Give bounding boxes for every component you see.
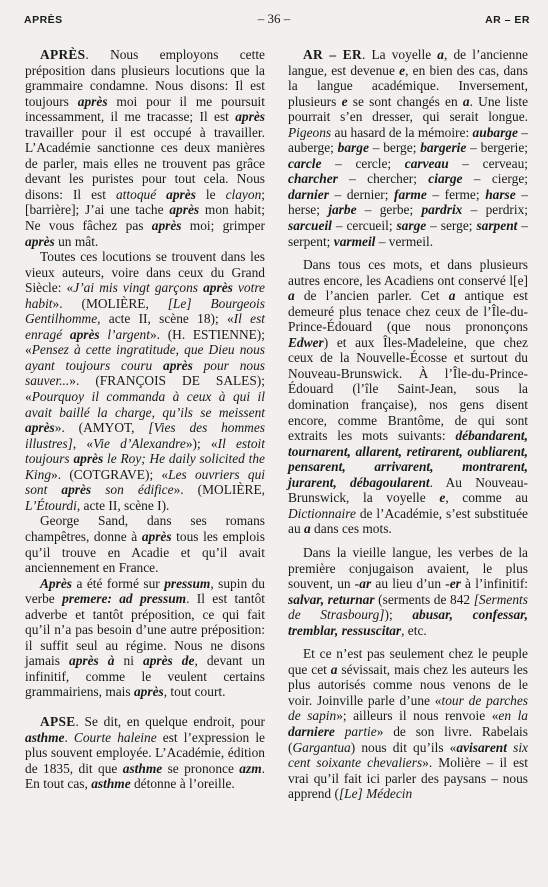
body-text: – cercueil;: [331, 218, 397, 234]
body-text: – chercher;: [337, 171, 429, 187]
body-text: – serpent;: [288, 218, 528, 249]
body-text: [156, 187, 166, 202]
body-text: ) et aux Îles-Madeleine, que chez ceux de la Nouvelle-Écosse et surtout du Nouveau-Brunswick. À l’Île-du-Prince-Édouard (l’île Saint-Jean, sous la domination française), nos gens disent encore, comme Brantôme, de qui sont extraits les mots suivants:: [288, 334, 528, 444]
left-column: [25, 47, 265, 792]
italic-text: votre habit: [25, 280, 265, 311]
body-text: – ferme;: [426, 186, 486, 202]
emphasized-term: a: [437, 47, 444, 62]
emphasized-term: e: [439, 490, 446, 506]
body-text: ». Molière – il est vrai qu’il fait ici parler des paysans – nous apprend (: [288, 755, 528, 802]
body-text: se sont changés en: [347, 93, 463, 109]
italic-text: son édifice: [91, 482, 174, 498]
emphasized-term: a: [448, 288, 456, 304]
italic-text: Il estoit toujours: [25, 435, 265, 467]
italic-text: Vie d’Alexandre: [93, 435, 186, 451]
emphasized-term: après: [235, 109, 265, 125]
body-text: moi pour il me poursuit incessamment, il me tracasse; Il est: [25, 93, 265, 125]
italic-text: Dictionnaire: [288, 505, 356, 521]
emphasized-term: après: [169, 202, 200, 218]
emphasized-term: premere: ad pressum: [62, 591, 187, 607]
body-text: , acte II, scène I).: [76, 497, 170, 513]
italic-text: Il est enragé: [25, 311, 265, 342]
italic-text: J’ai mis vingt garçons: [73, 280, 204, 296]
emphasized-term: Après: [40, 575, 72, 591]
body-text: antique est demeuré plus tenace chez ceux de l’Île-du-Prince-Édouard (que nous prononçons: [288, 288, 528, 335]
emphasized-term: darniere: [288, 723, 335, 739]
emphasized-term: -er: [445, 576, 461, 592]
emphasized-term: après: [166, 186, 196, 202]
italic-text: Courte haleine: [73, 729, 157, 745]
emphasized-term: farme: [394, 186, 427, 202]
emphasized-term: après: [151, 218, 182, 234]
body-text: sévissait, mais chez les auteurs les plus autorisés comme nous venons de le voir. Joinville parle d’une «: [288, 661, 529, 708]
emphasized-term: après: [73, 451, 104, 467]
body-text: Toutes ces locutions se trouvent dans les vieux auteurs, voire dans ceux du Grand Siècle: «: [25, 249, 265, 296]
italic-text: [Vies des hommes illustres]: [25, 420, 265, 451]
paragraph-acadiens: [288, 257, 528, 537]
body-text: au lieu d’un: [371, 576, 446, 592]
body-text: . Se dit, en quelque endroit, pour: [75, 713, 265, 729]
body-text: Dans tous ces mots, et dans plusieurs autres encore, les Acadiens ont conservé l[e]: [288, 257, 528, 288]
body-text: moi; grimper: [181, 218, 265, 234]
body-text: – cercle;: [321, 155, 405, 171]
italic-text: Gargantua: [292, 739, 351, 755]
italic-text: Les ouvriers qui sont: [25, 466, 265, 498]
body-text: ». (COTGRAVE); «: [51, 466, 169, 482]
entry-headword: AR – ER: [303, 47, 362, 62]
italic-text: [Serments de Strasbourg]: [288, 591, 528, 623]
paragraph-vieille-langue: [288, 545, 528, 638]
entry-ar-er: [288, 47, 528, 249]
emphasized-term: après: [61, 482, 92, 498]
italic-text: [Le] Médecin: [338, 786, 413, 802]
italic-text: l’argent: [99, 326, 150, 342]
body-text: » de son livre. Rabelais (: [288, 723, 528, 755]
body-text: le: [195, 186, 226, 202]
page-header: [0, 0, 548, 40]
body-text: ». (MOLIÈRE,: [173, 482, 265, 498]
emphasized-term: après à: [69, 653, 115, 669]
page-number: – 36 –: [257, 11, 291, 26]
paragraph-peuple: [288, 646, 528, 801]
italic-text: six cent soixante chevaliers: [288, 739, 528, 771]
entry-headword: APSE: [40, 713, 76, 729]
emphasized-term: Edwer: [288, 334, 324, 350]
body-text: – serge;: [426, 218, 477, 234]
body-text: . En tout cas,: [25, 760, 265, 792]
body-text: – perdrix;: [462, 202, 528, 218]
emphasized-term: ciarge: [428, 171, 463, 187]
body-text: Et ce n’est pas seulement chez le peuple que cet: [288, 646, 528, 677]
body-text: un mât.: [54, 233, 99, 249]
running-head-right: AR – ER: [485, 14, 530, 26]
entry-headword: APRÈS: [40, 47, 86, 62]
right-column: [288, 47, 528, 802]
body-text: ». (FRANÇOIS DE SALES); «: [25, 373, 265, 405]
body-text: (serments de 842: [374, 591, 474, 607]
emphasized-term: sarcueil: [288, 218, 332, 234]
emphasized-term: après: [141, 528, 172, 544]
emphasized-term: a: [462, 93, 470, 109]
body-text: , acte II, scène 18); «: [97, 311, 234, 327]
body-text: de l’Académie, s’est substituée au: [288, 505, 528, 537]
emphasized-term: a: [304, 521, 311, 537]
emphasized-term: varmeil: [333, 233, 376, 249]
body-text: – vermeil.: [375, 233, 434, 249]
body-text: , supin du verbe: [25, 575, 265, 607]
emphasized-term: -ar: [354, 576, 372, 592]
body-text: . La voyelle: [362, 47, 438, 62]
body-text: – cierge;: [462, 171, 528, 187]
italic-text: le Roy; He daily solicited the King: [25, 451, 265, 482]
italic-text: en la: [498, 708, 528, 724]
body-text: détonne à l’oreille.: [130, 776, 235, 792]
emphasized-term: bargerie: [420, 140, 467, 156]
body-text: de l’ancien parler. Cet: [294, 288, 449, 304]
body-text: – cerveau;: [448, 155, 528, 171]
body-text: a été formé sur: [72, 575, 165, 591]
body-text: se prononce: [162, 760, 240, 776]
body-text: est l’expression le plus souvent employée. L’Académie, édition de 1835, dit que: [25, 729, 265, 776]
body-text: »); «: [185, 435, 218, 451]
body-text: . Il est tantôt adverbe et tantôt préposition, ce qui fait qu’il n’a pas besoin d’une autre préposition: il suffit seul au régime. Nous ne disons jamais: [25, 591, 265, 669]
body-text: Dans la vieille langue, les verbes de la première conjugaison avaient, le plus souvent, un: [288, 544, 528, 592]
italic-text: clayon: [225, 186, 262, 202]
body-text: , tout court.: [163, 684, 226, 700]
body-text: . Nous employons cette préposition dans plusieurs locutions que la grammaire condamne. Nous disons: Il est toujours: [25, 47, 265, 109]
emphasized-term: après: [133, 684, 164, 700]
body-text: ; [barrière]; J’ai une tache: [25, 186, 266, 218]
emphasized-term: pressum: [164, 575, 211, 591]
emphasized-term: après: [25, 233, 55, 249]
emphasized-term: a: [288, 288, 295, 304]
emphasized-term: après: [69, 326, 100, 342]
body-text: .: [64, 729, 74, 745]
body-text: ». (AMYOT,: [54, 420, 149, 436]
emphasized-term: asthme: [122, 760, 163, 776]
emphasized-term: asthme: [91, 776, 131, 792]
paragraph-george-sand: [25, 513, 265, 575]
body-text: . Une liste pourrait s’en dresser, qui serait longue.: [288, 93, 529, 125]
italic-text: partie: [334, 723, 377, 739]
emphasized-term: e: [341, 93, 348, 109]
body-text: »; ailleurs il nous renvoie «: [336, 708, 499, 724]
body-text: , etc.: [401, 622, 427, 638]
body-text: ) nous dit qu’ils «: [350, 739, 457, 755]
running-head-left: APRÈS: [24, 14, 63, 26]
paragraph-apres-forme: [25, 576, 265, 700]
body-text: ni: [114, 653, 143, 669]
emphasized-term: barge: [337, 140, 369, 156]
emphasized-term: sarpent: [476, 218, 518, 234]
emphasized-term: salvar, returnar: [288, 591, 375, 607]
emphasized-term: aubarge: [472, 124, 518, 140]
body-text: travailler pour il est occupé à travailler. L’Académie sanctionne ces deux manières de parler, mais elles ne trouvent pas grâce devant les puristes pour tout cela. Nous disons: Il est: [25, 124, 265, 202]
emphasized-term: darnier: [288, 186, 329, 202]
body-text: tous les emplois qu’il trouve en Acadie et qu’il avait anciennement en France.: [25, 528, 265, 576]
body-text: mon habit; Ne vous fâchez pas: [25, 202, 265, 234]
body-text: ». (MOLIÈRE,: [52, 295, 168, 311]
body-text: au hasard de la mémoire:: [331, 124, 473, 140]
italic-text: attoqué: [115, 186, 157, 202]
emphasized-term: après de: [143, 653, 195, 669]
italic-text: L’Étourdi: [25, 497, 77, 513]
body-text: – auberge;: [288, 124, 528, 156]
emphasized-term: carcle: [288, 155, 322, 171]
body-text: à l’infinitif:: [460, 576, 529, 592]
body-text: , comme au: [445, 490, 528, 506]
emphasized-term: azm: [239, 760, 262, 776]
emphasized-term: asthme: [25, 729, 65, 745]
italic-text: Pourquoy il commanda à ceux à qui il avait baillé la charge, qu’ils se meissent: [25, 389, 265, 420]
entry-apse: [25, 714, 265, 792]
body-text: ». (H. ESTIENNE); «: [25, 326, 265, 358]
emphasized-term: après: [163, 357, 193, 373]
entry-apres: [25, 47, 265, 249]
emphasized-term: avisarent: [456, 739, 507, 755]
body-text: );: [384, 607, 413, 623]
emphasized-term: harse: [485, 186, 516, 202]
body-text: . Au Nouveau-Brunswick, la voyelle: [288, 474, 528, 506]
body-text: – herse;: [288, 186, 529, 218]
emphasized-term: sarge: [396, 218, 427, 234]
italic-text: tour de parches de sapin: [288, 692, 529, 724]
emphasized-term: abusar, confessar, tremblar, ressuscitar: [288, 607, 528, 638]
emphasized-term: a: [330, 661, 338, 677]
emphasized-term: charcher: [288, 171, 338, 187]
body-text: George Sand, dans ses romans champêtres, donne à: [25, 513, 265, 544]
body-text: – dernier;: [328, 186, 395, 202]
emphasized-term: après: [203, 280, 233, 296]
body-text: , de l’ancienne langue, est devenue: [288, 47, 528, 78]
emphasized-term: carveau: [404, 155, 449, 171]
emphasized-term: débandarent, tournarent, allarent, retirarent, oubliarent, pensarent, arrivarent, montrarent, jurarent, débagoularent: [288, 428, 528, 490]
emphasized-term: après: [77, 93, 108, 109]
body-text: dans ces mots.: [310, 521, 392, 537]
italic-text: Pigeons: [288, 124, 332, 140]
body-text: – gerbe;: [356, 202, 422, 218]
body-text: , devant un infinitif, comme le veulent certains grammairiens, mais: [25, 653, 265, 700]
emphasized-term: pardrix: [421, 202, 463, 218]
italic-text: Pensez à cette ingratitude, que Dieu nous ayant toujours couru: [25, 342, 265, 373]
italic-text: pour nous sauver...: [25, 357, 265, 389]
body-text: – berge;: [368, 140, 421, 156]
emphasized-term: e: [399, 62, 406, 78]
emphasized-term: jarbe: [328, 202, 357, 218]
italic-text: [Le] Bourgeois Gentilhomme: [25, 295, 265, 327]
paragraph-locutions: [25, 249, 265, 513]
emphasized-term: après: [25, 420, 55, 436]
body-text: , «: [72, 435, 94, 451]
body-text: , en bien des cas, dans la langue académique. Inversement, plusieurs: [288, 62, 528, 109]
body-text: – bergerie;: [466, 140, 528, 156]
